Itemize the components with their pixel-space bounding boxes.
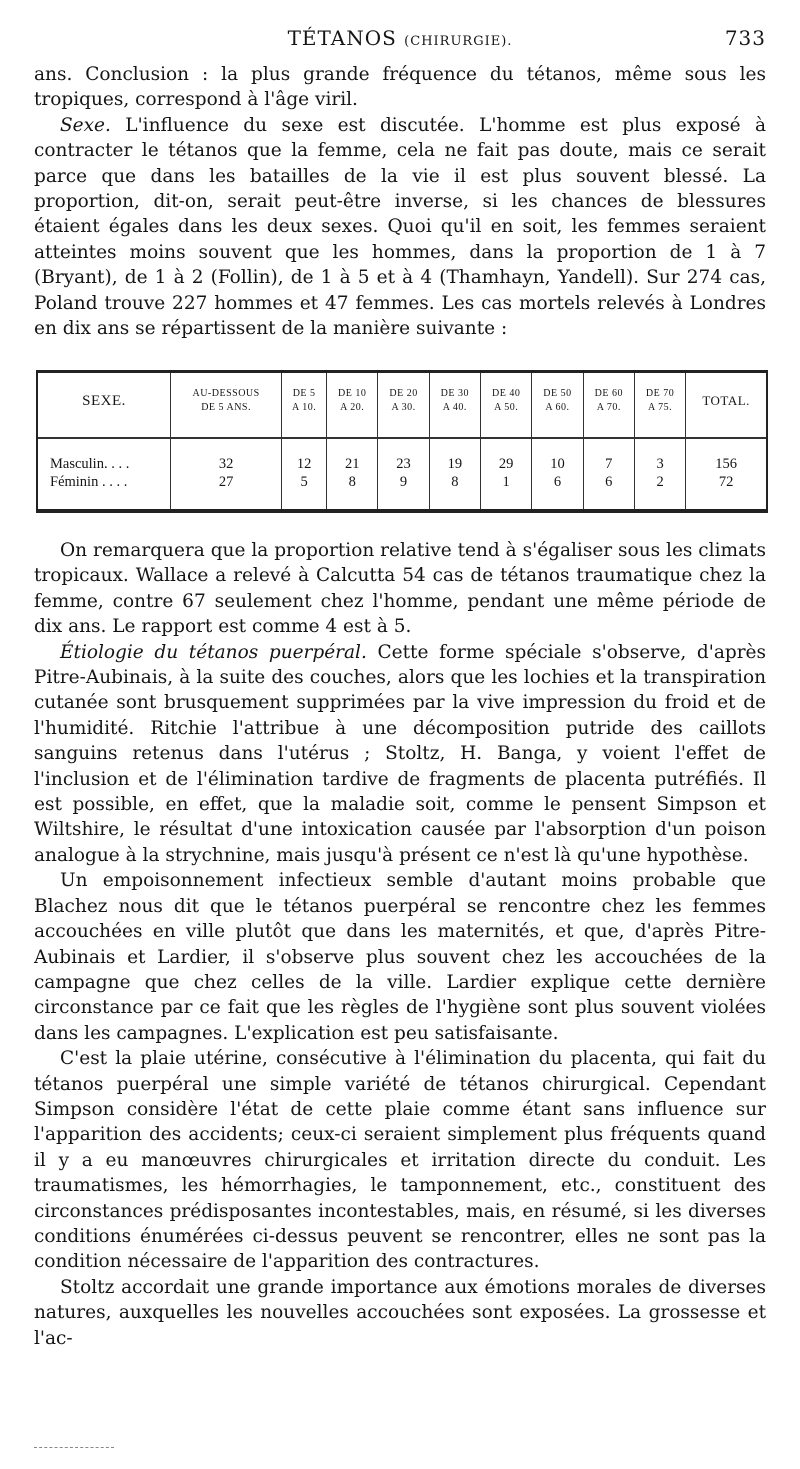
- column-header: DE 30 A 40.: [429, 373, 480, 438]
- footer-rule: [34, 1447, 114, 1448]
- table-cell: 5: [282, 473, 327, 509]
- paragraph: ans. Conclusion : la plus grande fréquence du tétanos, même sous les tropiques, correspond à l'âge viril.: [34, 64, 766, 111]
- running-title: [34, 26, 766, 50]
- table-cell: 6: [532, 473, 583, 509]
- table-cell: 29: [481, 438, 532, 473]
- data-table: [38, 373, 766, 509]
- table-cell: 7: [583, 438, 634, 473]
- table-cell: 19: [429, 438, 480, 473]
- column-header: DE 50 A 60.: [532, 373, 583, 438]
- text-block-top: [34, 62, 766, 341]
- table-header-row: [38, 373, 766, 438]
- paragraph-lead: Étiologie du tétanos puerpéral.: [60, 641, 367, 663]
- table-cell: 1: [481, 473, 532, 509]
- table-cell: 12: [282, 438, 327, 473]
- paragraph: Stoltz accordait une grande importance aux émotions morales de diverses natures, auxquelles les nouvelles accouchées sont exposées. La grossesse et l'ac-: [34, 1276, 766, 1349]
- table-cell: 27: [171, 473, 282, 509]
- table-cell: 2: [634, 473, 685, 509]
- running-title-main: TÉTANOS: [287, 26, 397, 50]
- table-cell: Féminin . . . .: [50, 474, 128, 490]
- table-row: [38, 438, 766, 473]
- column-header: DE 10 A 20.: [327, 373, 378, 438]
- paragraph-lead: Sexe.: [60, 114, 111, 136]
- table-cell: 8: [429, 473, 480, 509]
- table-cell: 10: [532, 438, 583, 473]
- table-cell: 32: [171, 438, 282, 473]
- table-cell: 8: [327, 473, 378, 509]
- table-cell: 3: [634, 438, 685, 473]
- column-header: DE 70 A 75.: [634, 373, 685, 438]
- table-cell: 72: [686, 473, 766, 509]
- table-cell: 156: [686, 438, 766, 473]
- paragraph: C'est la plaie utérine, consécutive à l'élimination du placenta, qui fait du tétanos puerpéral une simple variété de tétanos chirurgical. Cependant Simpson considère l'état de cette plaie comme étant sans influence sur l'apparition des accidents; ceux-ci seraient simplement plus fréquents quand il y a eu manœuvres chirurgicales et irritation directe du conduit. Les traumatismes, les hémorrhagies, le tamponnement, etc., constituent des circonstances prédisposantes incontestables, mais, en résumé, si les diverses conditions énumérées ci-dessus peuvent se rencontrer, elles ne sont pas la condition nécessaire de l'apparition des contractures.: [34, 1048, 766, 1273]
- column-header: DE 5 A 10.: [282, 373, 327, 438]
- mortality-table: [36, 370, 768, 513]
- running-title-sub: (CHIRURGIE).: [404, 34, 513, 49]
- column-header: DE 40 A 50.: [481, 373, 532, 438]
- table-cell: 9: [378, 473, 429, 509]
- paragraph: [34, 640, 766, 869]
- paragraph: Un empoisonnement infectieux semble d'autant moins probable que Blachez nous dit que le tétanos puerpéral se rencontre chez les femmes accouchées en ville plutôt que dans les maternités, et que, d'après Pitre-Aubinais et Lardier, il s'observe plus souvent chez les accouchées de la campagne que chez celles de la ville. Lardier explique cette dernière circonstance par ce fait que les règles de l'hygiène sont plus souvent violées dans les campagnes. L'explication est peu satisfaisante.: [34, 870, 766, 1044]
- table-row: [38, 473, 766, 509]
- paragraph: On remarquera que la proportion relative tend à s'égaliser sous les climats tropicaux. Wallace a relevé à Calcutta 54 cas de tétanos traumatique chez la femme, contre 67 seulement chez l'homme, pendant une même période de dix ans. Le rapport est comme 4 est à 5.: [34, 540, 766, 638]
- column-header: SEXE.: [38, 373, 171, 438]
- table-cell: 23: [378, 438, 429, 473]
- column-header: TOTAL.: [686, 373, 766, 438]
- paragraph-body: Cette forme spéciale s'observe, d'après Pitre-Aubinais, à la suite des couches, alors que les lochies et la transpiration cutanée sont brusquement supprimées par la vive impression du froid et de l'humidité. Ritchie l'attribue à une décomposition putride des caillots sanguins retenus dans l'utérus ; Stoltz, H. Banga, y voient l'effet de l'inclusion et de l'élimination tardive de fragments de placenta putréfiés. Il est possible, en effet, que la maladie soit, comme le pensent Simpson et Wiltshire, le résultat d'une intoxication causée par l'absorption d'un poison analogue à la strychnine, mais jusqu'à présent ce n'est là qu'une hypothèse.: [34, 641, 766, 866]
- table-cell: 21: [327, 438, 378, 473]
- text-block-bottom: [34, 538, 766, 1351]
- paragraph-body: L'influence du sexe est discutée. L'homme est plus exposé à contracter le tétanos que la femme, cela ne fait pas doute, mais ce serait parce que dans les batailles de la vie il est plus souvent blessé. La proportion, dit-on, serait peut-être inverse, si les chances de blessures étaient égales dans les deux sexes. Quoi qu'il en soit, les femmes seraient atteintes moins souvent que les hommes, dans la proportion de 1 à 7 (Bryant), de 1 à 2 (Follin), de 1 à 5 et à 4 (Thamhayn, Yandell). Sur 274 cas, Poland trouve 227 hommes et 47 femmes. Les cas mortels relevés à Londres en dix ans se répartissent de la manière suivante :: [34, 114, 766, 340]
- page-number: 733: [724, 26, 766, 50]
- table-cell: Masculin. . . .: [50, 456, 130, 472]
- column-header: DE 60 A 70.: [583, 373, 634, 438]
- column-header: AU-DESSOUS DE 5 ANS.: [171, 373, 282, 438]
- column-header: DE 20 A 30.: [378, 373, 429, 438]
- paragraph: [34, 113, 766, 342]
- running-header: [34, 26, 766, 54]
- table-cell: 6: [583, 473, 634, 509]
